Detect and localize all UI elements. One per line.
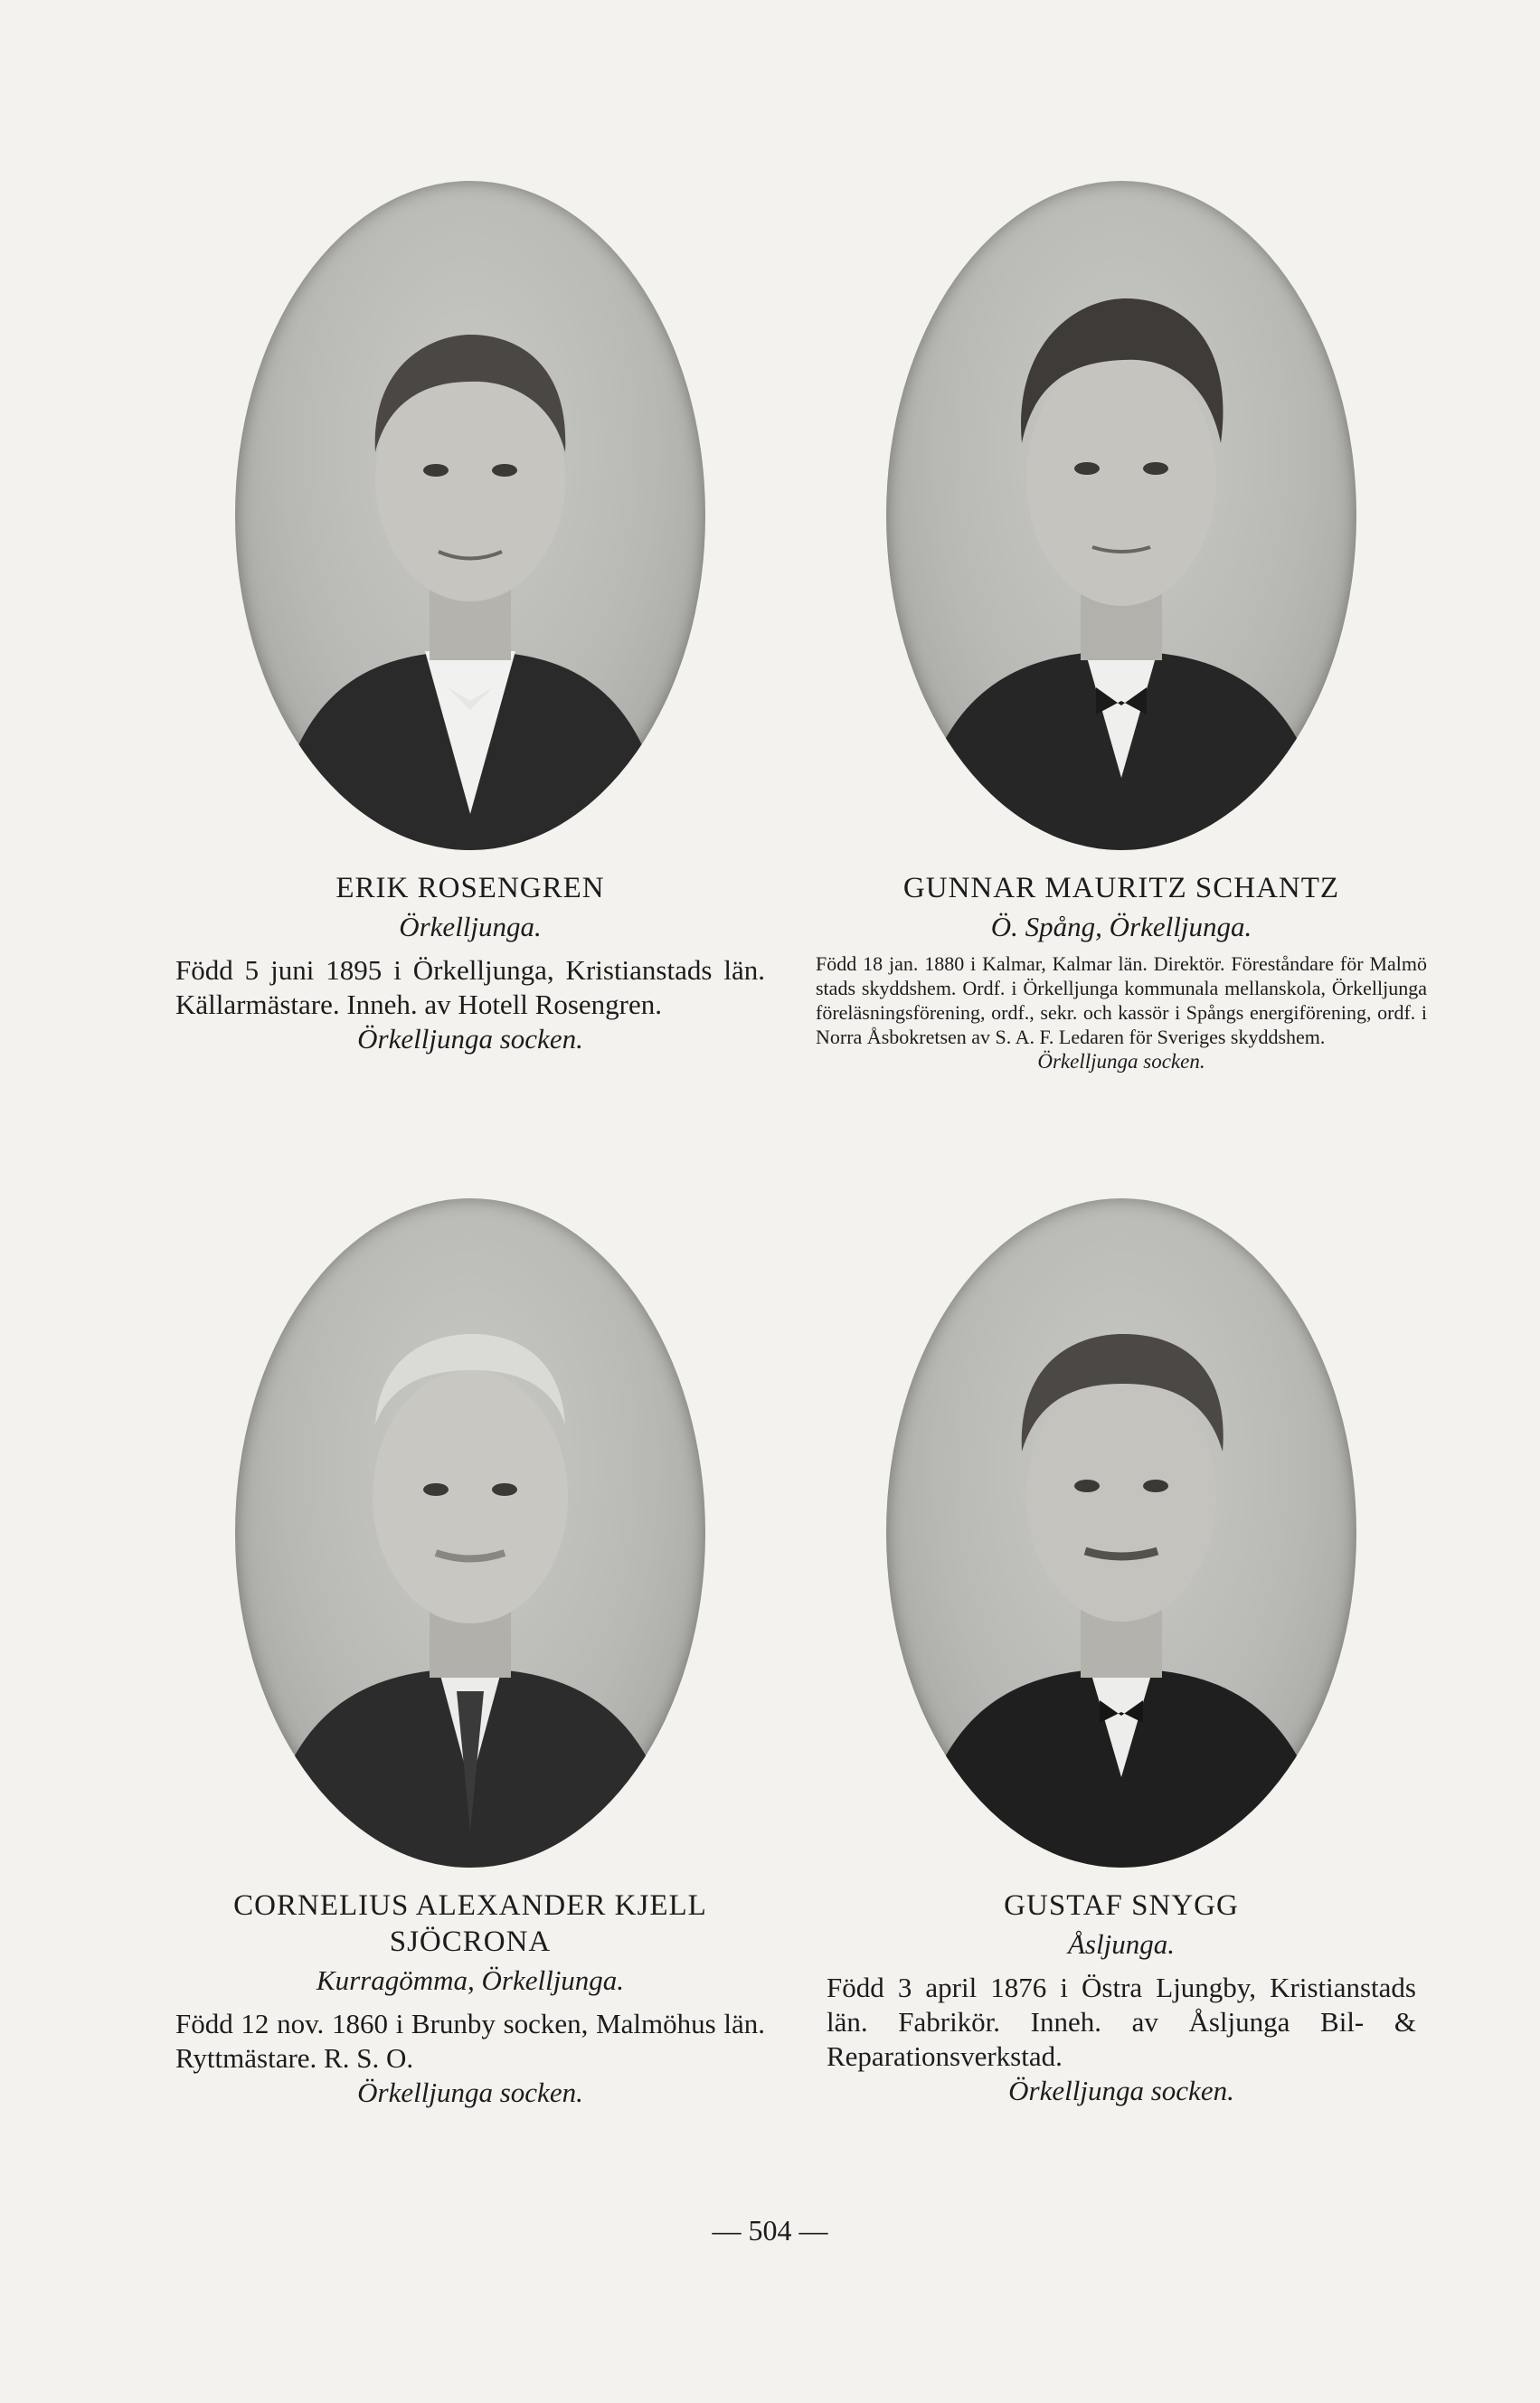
person-name: GUNNAR MAURITZ SCHANTZ	[902, 872, 1340, 904]
portrait-illustration	[886, 1198, 1356, 1868]
biography-text: Född 3 april 1876 i Östra Ljungby, Kristianstads län. Fabrikör. Inneh. av Åsljunga Bil- & Reparationsverkstad.	[827, 1972, 1416, 2072]
parish-label: Örkelljunga socken.	[357, 1023, 583, 1055]
portrait-photo	[886, 181, 1356, 850]
parish-label: Örkelljunga socken.	[357, 2077, 583, 2108]
page-number: — 504 —	[712, 2214, 828, 2247]
portrait-illustration	[235, 181, 705, 850]
entry-gunnar-mauritz-schantz	[805, 181, 1438, 1074]
parish-label: Örkelljunga socken.	[1037, 1050, 1205, 1073]
portrait-photo	[886, 1198, 1356, 1868]
portrait-photo	[235, 1198, 705, 1868]
residence-place: Kurragömma, Örkelljunga.	[316, 1964, 625, 1996]
portrait-photo	[235, 181, 705, 850]
biography-text: Född 18 jan. 1880 i Kalmar, Kalmar län. Direktör. Föreståndare för Malmö stads skyddshem. Ordf. i Örkelljunga kommunala mellanskola, Örkelljunga föreläsningsförening, ordf., sekr. och kassör i Spångs energiförening, ordf. i Norra Åsbokretsen av S. A. F. Ledaren för Sveriges skyddshem.	[816, 952, 1427, 1048]
person-name: GUSTAF SNYGG	[1004, 1889, 1239, 1922]
entry-gustaf-snygg	[805, 1198, 1438, 2108]
entry-erik-rosengren	[154, 181, 787, 1056]
person-name: ERIK ROSENGREN	[335, 872, 605, 904]
biography-text: Född 12 nov. 1860 i Brunby socken, Malmöhus län. Ryttmästare. R. S. O.	[175, 2008, 765, 2074]
person-name: CORNELIUS ALEXANDER KJELL SJÖCRONA	[233, 1889, 707, 1958]
entry-cornelius-sjocrona	[154, 1198, 787, 2110]
parish-label: Örkelljunga socken.	[1008, 2075, 1234, 2106]
portrait-illustration	[235, 1198, 705, 1868]
portrait-illustration	[886, 181, 1356, 850]
residence-place: Örkelljunga.	[399, 911, 542, 942]
residence-place: Ö. Spång, Örkelljunga.	[990, 911, 1252, 942]
biography-text: Född 5 juni 1895 i Örkelljunga, Kristianstads län. Källarmästare. Inneh. av Hotell Rosengren.	[175, 954, 765, 1020]
residence-place: Åsljunga.	[1068, 1928, 1175, 1960]
